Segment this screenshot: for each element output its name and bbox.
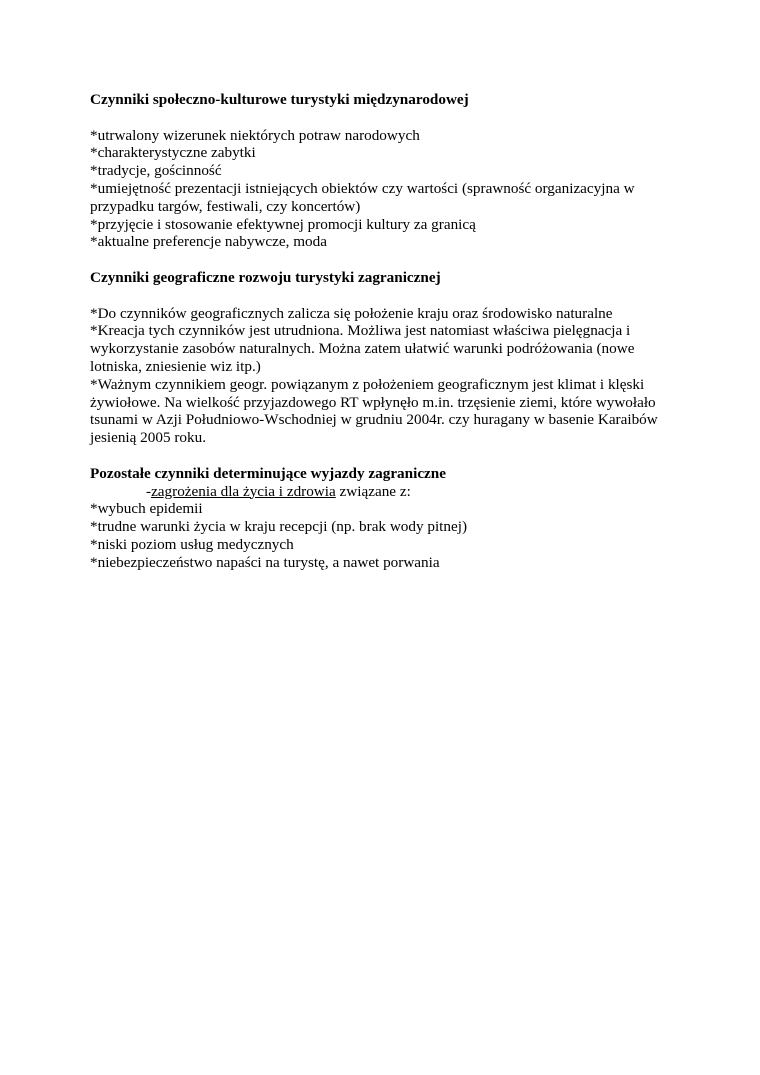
- list-item-continuation: przypadku targów, festiwali, czy koncertów): [90, 197, 361, 215]
- spacer: [90, 447, 690, 465]
- section-heading: Czynniki geograficzne rozwoju turystyki zagranicznej: [90, 268, 441, 286]
- list-item-continuation: tsunami w Azji Południowo-Wschodniej w grudniu 2004r. czy huragany w basenie Karaibów: [90, 411, 658, 429]
- sub-heading-prefix: -: [146, 482, 152, 500]
- list-item: *umiejętność prezentacji istniejących obiektów czy wartości (sprawność organizacyjna w: [90, 179, 635, 197]
- list-item: *przyjęcie i stosowanie efektywnej promocji kultury za granicą: [90, 215, 476, 233]
- list-item-continuation: lotniska, zniesienie wiz itp.): [90, 357, 261, 375]
- sub-heading: [90, 483, 690, 501]
- list-item: *niski poziom usług medycznych: [90, 535, 294, 553]
- list-item: *Ważnym czynnikiem geogr. powiązanym z położeniem geograficznym jest klimat i klęski: [90, 375, 645, 393]
- section-other-factors: [90, 465, 690, 572]
- list-item-continuation: żywiołowe. Na wielkość przyjazdowego RT wpłynęło m.in. trzęsienie ziemi, które wywołało: [90, 393, 656, 411]
- list-item: *wybuch epidemii: [90, 500, 203, 518]
- sub-heading-suffix: związane z:: [335, 482, 411, 500]
- list-item: *Kreacja tych czynników jest utrudniona. Możliwa jest natomiast właściwa pielęgnacja i: [90, 322, 631, 340]
- list-item-continuation: jesienią 2005 roku.: [90, 429, 206, 447]
- list-item: *utrwalony wizerunek niektórych potraw narodowych: [90, 126, 420, 144]
- list-item: *trudne warunki życia w kraju recepcji (np. brak wody pitnej): [90, 518, 468, 536]
- spacer: [90, 109, 690, 127]
- list-item: *niebezpieczeństwo napaści na turystę, a nawet porwania: [90, 553, 440, 571]
- list-item: *tradycje, gościnność: [90, 162, 222, 180]
- spacer: [90, 251, 690, 269]
- section-heading: Pozostałe czynniki determinujące wyjazdy zagraniczne: [90, 464, 446, 482]
- list-item: *charakterystyczne zabytki: [90, 144, 256, 162]
- section-heading: Czynniki społeczno-kulturowe turystyki międzynarodowej: [90, 91, 469, 108]
- document-page: [90, 91, 690, 572]
- section-geographic: [90, 269, 690, 447]
- list-item: *Do czynników geograficznych zalicza się położenie kraju oraz środowisko naturalne: [90, 304, 613, 322]
- section-socio-cultural: [90, 91, 690, 251]
- sub-heading-underlined: zagrożenia dla życia i zdrowia: [151, 482, 336, 500]
- spacer: [90, 287, 690, 305]
- list-item-continuation: wykorzystanie zasobów naturalnych. Można zatem ułatwić warunki podróżowania (nowe: [90, 340, 635, 358]
- list-item: *aktualne preferencje nabywcze, moda: [90, 233, 327, 251]
